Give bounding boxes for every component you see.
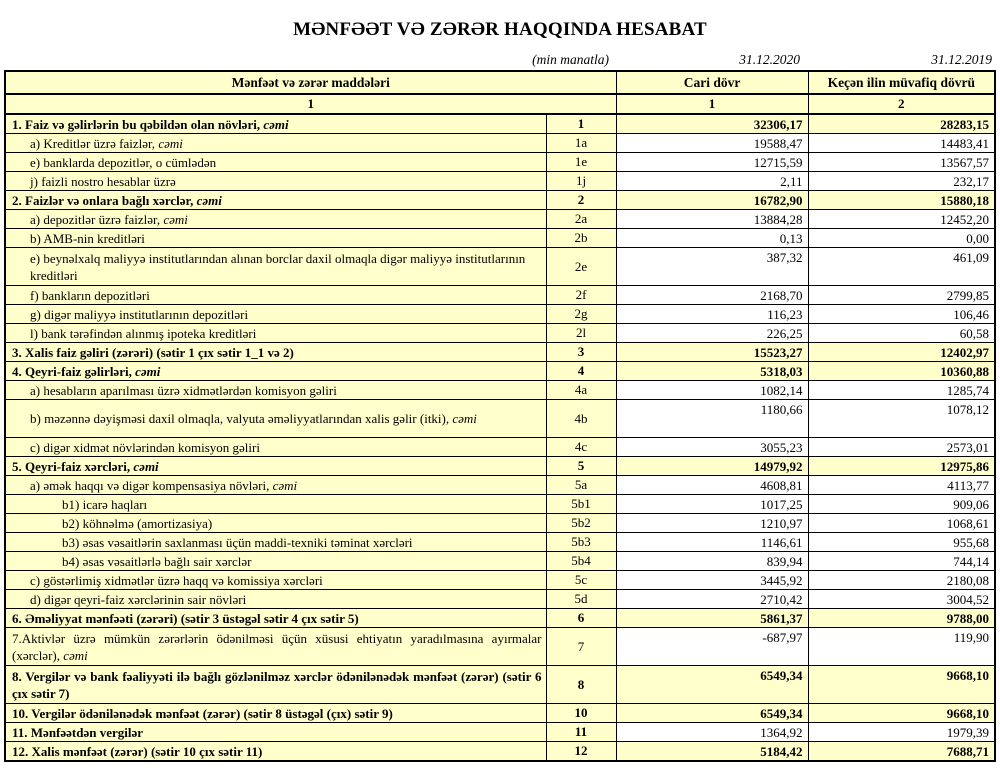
row-label: g) digər maliyyə institutlarının depozitləri — [30, 306, 249, 322]
table-row — [5, 134, 995, 153]
row-code: 7 — [546, 628, 616, 666]
table-row — [5, 324, 995, 343]
row-label: b3) əsas vəsaitlərin saxlanması üçün maddi-texniki təminat xərcləri — [62, 534, 413, 550]
row-label: b2) köhnəlmə (amortizasiya) — [62, 515, 213, 531]
value-current: 15523,27 — [616, 343, 808, 362]
row-code: 2e — [546, 248, 616, 286]
value-previous: 28283,15 — [808, 114, 995, 134]
row-code: 2f — [546, 286, 616, 305]
row-code: 5c — [546, 571, 616, 590]
unit-note: (min manatla) — [532, 52, 609, 67]
row-code: 2b — [546, 229, 616, 248]
row-label: l) bank tərəfindən alınmış ipoteka kreditləri — [30, 325, 257, 341]
value-current: 6549,34 — [616, 666, 808, 704]
value-previous: 15880,18 — [808, 191, 995, 210]
row-label-cell — [5, 343, 546, 362]
row-code: 4a — [546, 381, 616, 400]
row-label: 1. Faiz və gəlirlərin bu qəbildən olan növləri, — [12, 116, 264, 132]
row-code: 5a — [546, 476, 616, 495]
value-previous: 0,00 — [808, 229, 995, 248]
row-label-cell — [5, 742, 546, 762]
row-label-cell — [5, 153, 546, 172]
value-current: 2168,70 — [616, 286, 808, 305]
row-label-italic: cəmi — [63, 647, 88, 663]
row-label: b) AMB-nin kreditləri — [30, 230, 145, 246]
table-row — [5, 514, 995, 533]
value-previous: 12402,97 — [808, 343, 995, 362]
col-header-items: Mənfəət və zərər maddələri — [5, 71, 616, 94]
value-current: 14979,92 — [616, 457, 808, 476]
row-label: 3. Xalis faiz gəliri (zərəri) (sətir 1 çıx sətir 1_1 və 2) — [12, 344, 294, 360]
value-current: 1146,61 — [616, 533, 808, 552]
value-previous: 106,46 — [808, 305, 995, 324]
table-row — [5, 457, 995, 476]
table-row — [5, 628, 995, 666]
value-previous: 1078,12 — [808, 400, 995, 438]
table-row — [5, 362, 995, 381]
row-label: e) beynəlxalq maliyyə institutlarından alınan borclar daxil olmaqla digər maliyyə institutlarının kreditləri — [30, 250, 526, 283]
value-previous: 12975,86 — [808, 457, 995, 476]
row-code: 3 — [546, 343, 616, 362]
table-row — [5, 609, 995, 628]
row-code: 8 — [546, 666, 616, 704]
row-code: 2 — [546, 191, 616, 210]
value-current: 116,23 — [616, 305, 808, 324]
row-label: a) depozitlər üzrə faizlər, — [30, 211, 164, 227]
value-previous: 1979,39 — [808, 723, 995, 742]
row-label-cell — [5, 305, 546, 324]
value-current: 16782,90 — [616, 191, 808, 210]
row-code: 11 — [546, 723, 616, 742]
row-label: 6. Əməliyyat mənfəəti (zərəri) (sətir 3 üstəgəl sətir 4 çıx sətir 5) — [12, 610, 359, 626]
value-current: 1364,92 — [616, 723, 808, 742]
row-label-italic: cəmi — [133, 458, 159, 474]
row-code: 4 — [546, 362, 616, 381]
row-label-cell — [5, 362, 546, 381]
row-label: 4. Qeyri-faiz gəlirləri, — [12, 363, 136, 379]
value-previous: 12452,20 — [808, 210, 995, 229]
table-row — [5, 571, 995, 590]
row-code: 2g — [546, 305, 616, 324]
value-current: 5861,37 — [616, 609, 808, 628]
value-previous: 2573,01 — [808, 438, 995, 457]
value-current: 387,32 — [616, 248, 808, 286]
row-label: 5. Qeyri-faiz xərcləri, — [12, 458, 134, 474]
profit-loss-table — [4, 70, 996, 762]
row-label: b4) əsas vəsaitlərlə bağlı sair xərclər — [62, 553, 252, 569]
value-previous: 1285,74 — [808, 381, 995, 400]
row-label-cell — [5, 533, 546, 552]
row-code: 2l — [546, 324, 616, 343]
col-header-current: Cari dövr — [616, 71, 808, 94]
value-current: 1017,25 — [616, 495, 808, 514]
value-current: 226,25 — [616, 324, 808, 343]
colnum-previous: 2 — [808, 94, 995, 114]
row-label-cell — [5, 704, 546, 723]
row-code: 5b1 — [546, 495, 616, 514]
row-label-cell — [5, 628, 546, 666]
row-label-cell — [5, 286, 546, 305]
value-previous: 461,09 — [808, 248, 995, 286]
value-current: -687,97 — [616, 628, 808, 666]
row-label-italic: cəmi — [158, 135, 183, 151]
date-previous: 31.12.2019 — [931, 52, 992, 67]
row-label-cell — [5, 514, 546, 533]
row-label-cell — [5, 723, 546, 742]
row-code: 1a — [546, 134, 616, 153]
value-previous: 13567,57 — [808, 153, 995, 172]
value-current: 0,13 — [616, 229, 808, 248]
table-body — [5, 114, 995, 761]
value-previous: 1068,61 — [808, 514, 995, 533]
table-row — [5, 590, 995, 609]
subheader-row — [4, 52, 994, 68]
row-label: 12. Xalis mənfəət (zərər) (sətir 10 çıx sətir 11) — [12, 743, 263, 759]
row-label-italic: cəmi — [196, 192, 222, 208]
row-code: 1e — [546, 153, 616, 172]
value-previous: 955,68 — [808, 533, 995, 552]
row-label-cell — [5, 248, 546, 286]
value-previous: 119,90 — [808, 628, 995, 666]
row-label-cell — [5, 400, 546, 438]
table-header-row — [5, 71, 995, 94]
value-current: 839,94 — [616, 552, 808, 571]
row-code: 10 — [546, 704, 616, 723]
row-label-cell — [5, 590, 546, 609]
value-current: 6549,34 — [616, 704, 808, 723]
row-code: 6 — [546, 609, 616, 628]
table-row — [5, 343, 995, 362]
value-current: 3445,92 — [616, 571, 808, 590]
value-current: 4608,81 — [616, 476, 808, 495]
row-label: f) bankların depozitləri — [30, 287, 150, 303]
table-row — [5, 191, 995, 210]
table-row — [5, 533, 995, 552]
row-code: 5d — [546, 590, 616, 609]
table-row — [5, 286, 995, 305]
row-code: 4c — [546, 438, 616, 457]
row-label-cell — [5, 191, 546, 210]
row-label: e) banklarda depozitlər, o cümlədən — [30, 154, 217, 170]
row-label: 8. Vergilər və bank fəaliyyəti ilə bağlı gözlənilməz xərclər ödənilənədək mənfəət (zərər) (sətir 6 çıx sətir 7) — [12, 668, 542, 701]
table-row — [5, 476, 995, 495]
value-previous: 7688,71 — [808, 742, 995, 762]
value-current: 2,11 — [616, 172, 808, 191]
value-previous: 744,14 — [808, 552, 995, 571]
row-label-cell — [5, 229, 546, 248]
value-previous: 909,06 — [808, 495, 995, 514]
row-label: 2. Faizlər və onlara bağlı xərclər, — [12, 192, 197, 208]
colnum-items: 1 — [5, 94, 616, 114]
value-current: 2710,42 — [616, 590, 808, 609]
value-current: 32306,17 — [616, 114, 808, 134]
value-previous: 14483,41 — [808, 134, 995, 153]
value-current: 1180,66 — [616, 400, 808, 438]
row-label-cell — [5, 210, 546, 229]
value-current: 1210,97 — [616, 514, 808, 533]
row-label-italic: cəmi — [272, 477, 298, 493]
value-current: 3055,23 — [616, 438, 808, 457]
row-label: 7.Aktivlər üzrə mümkün zərərlərin ödənilməsi üçün xüsusi ehtiyatın yaradılmasına ayırmalar (xərclər), — [12, 630, 542, 663]
row-label-italic: cəmi — [135, 363, 161, 379]
row-code: 12 — [546, 742, 616, 762]
row-code: 1j — [546, 172, 616, 191]
row-label-italic: cəmi — [163, 211, 188, 227]
row-label-cell — [5, 381, 546, 400]
row-label-cell — [5, 666, 546, 704]
table-row — [5, 742, 995, 762]
row-label: 10. Vergilər ödənilənədək mənfəət (zərər) (sətir 8 üstəgəl (çıx) sətir 9) — [12, 705, 393, 721]
row-code: 5b3 — [546, 533, 616, 552]
value-previous: 60,58 — [808, 324, 995, 343]
col-header-previous: Keçən ilin müvafiq dövrü — [808, 71, 995, 94]
row-label-cell — [5, 476, 546, 495]
row-label: b) məzənnə dəyişməsi daxil olmaqla, valyuta əməliyyatlarından xalis gəlir (itki), — [30, 411, 453, 426]
value-current: 5318,03 — [616, 362, 808, 381]
table-row — [5, 114, 995, 134]
row-label-cell — [5, 438, 546, 457]
value-previous: 3004,52 — [808, 590, 995, 609]
value-current: 5184,42 — [616, 742, 808, 762]
row-label-cell — [5, 172, 546, 191]
row-label-cell — [5, 134, 546, 153]
table-row — [5, 248, 995, 286]
row-label-italic: cəmi — [452, 411, 477, 426]
row-label: c) digər xidmət növlərindən komisyon gəliri — [30, 439, 260, 455]
table-row — [5, 704, 995, 723]
value-previous: 9668,10 — [808, 666, 995, 704]
row-label: a) Kreditlər üzrə faizlər, — [30, 135, 159, 151]
row-label-cell — [5, 495, 546, 514]
table-row — [5, 153, 995, 172]
table-row — [5, 666, 995, 704]
value-previous: 9668,10 — [808, 704, 995, 723]
table-row — [5, 210, 995, 229]
table-row — [5, 172, 995, 191]
row-label-cell — [5, 552, 546, 571]
table-row — [5, 229, 995, 248]
row-label: a) əmək haqqı və digər kompensasiya növləri, — [30, 477, 273, 493]
table-header — [5, 71, 995, 114]
row-label: 11. Mənfəətdən vergilər — [12, 724, 144, 740]
row-label-italic: cəmi — [263, 116, 289, 132]
row-code: 5b2 — [546, 514, 616, 533]
table-row — [5, 438, 995, 457]
row-code: 5b4 — [546, 552, 616, 571]
row-label-cell — [5, 324, 546, 343]
table-row — [5, 495, 995, 514]
table-row — [5, 305, 995, 324]
column-number-row — [5, 94, 995, 114]
value-current: 13884,28 — [616, 210, 808, 229]
row-code: 5 — [546, 457, 616, 476]
value-current: 1082,14 — [616, 381, 808, 400]
value-previous: 9788,00 — [808, 609, 995, 628]
row-label-cell — [5, 114, 546, 134]
table-row — [5, 400, 995, 438]
row-code: 4b — [546, 400, 616, 438]
value-previous: 2799,85 — [808, 286, 995, 305]
row-label: j) faizli nostro hesablar üzrə — [30, 173, 176, 189]
row-label-cell — [5, 609, 546, 628]
row-label: b1) icarə haqları — [62, 496, 148, 512]
table-row — [5, 552, 995, 571]
row-label: d) digər qeyri-faiz xərclərinin sair növləri — [30, 591, 247, 607]
value-previous: 10360,88 — [808, 362, 995, 381]
table-row — [5, 381, 995, 400]
row-label-cell — [5, 457, 546, 476]
row-code: 2a — [546, 210, 616, 229]
row-label: c) göstərlimiş xidmətlər üzrə haqq və komissiya xərcləri — [30, 572, 323, 588]
row-label: a) hesabların aparılması üzrə xidmətlərdən komisyon gəliri — [30, 382, 337, 398]
value-current: 12715,59 — [616, 153, 808, 172]
table-row — [5, 723, 995, 742]
row-code: 1 — [546, 114, 616, 134]
page-title: MƏNFƏƏT VƏ ZƏRƏR HAQQINDA HESABAT — [293, 19, 707, 40]
value-previous: 232,17 — [808, 172, 995, 191]
row-label-cell — [5, 571, 546, 590]
colnum-current: 1 — [616, 94, 808, 114]
value-previous: 4113,77 — [808, 476, 995, 495]
value-current: 19588,47 — [616, 134, 808, 153]
value-previous: 2180,08 — [808, 571, 995, 590]
date-current: 31.12.2020 — [739, 52, 800, 67]
